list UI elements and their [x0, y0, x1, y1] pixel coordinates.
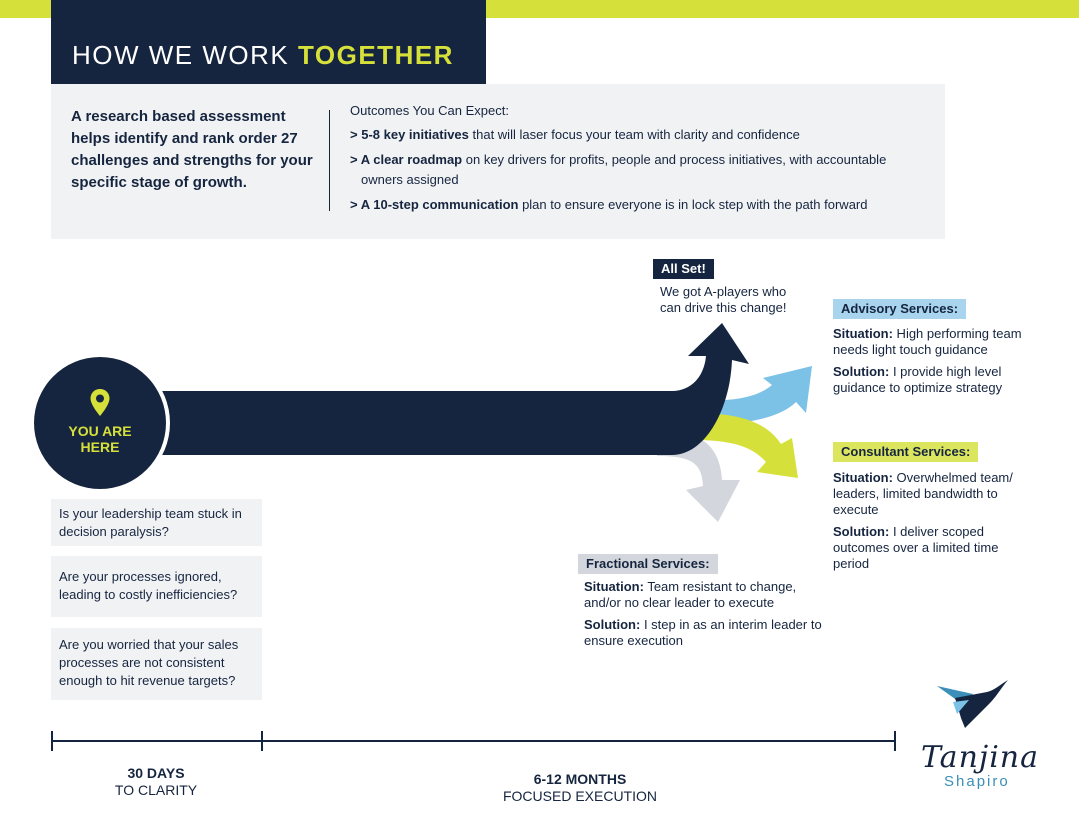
phase-duration: 6-12 MONTHS	[533, 771, 627, 787]
outcome-rest: on key drivers for profits, people and process initiatives, with accountable owners assigned	[361, 152, 887, 187]
all-set-text: We got A-players who can drive this change!	[660, 284, 787, 315]
consultant-details	[833, 470, 1038, 578]
question-card: Is your leadership team stuck in decision paralysis?	[51, 499, 262, 546]
phase-description: TO CLARITY	[114, 782, 198, 798]
advisory-details	[833, 326, 1053, 402]
outcome-bold: 5-8 key initiatives	[361, 127, 469, 142]
outcome-prefix: >	[350, 127, 362, 142]
outcome-prefix: >	[350, 197, 361, 212]
fractional-tag: Fractional Services:	[578, 554, 718, 574]
situation-text: Overwhelmed team/ leaders, limited bandwidth to execute	[833, 470, 1013, 517]
consultant-tag: Consultant Services:	[833, 442, 978, 462]
location-pin-icon	[89, 388, 111, 418]
solution-text: I deliver scoped outcomes over a limited time period	[833, 524, 999, 571]
logo-subname: Shapiro	[944, 773, 1010, 790]
phase-description: FOCUSED EXECUTION	[502, 788, 657, 804]
outcome-rest: plan to ensure everyone is in lock step with the path forward	[518, 197, 868, 212]
hummingbird-icon	[935, 678, 1010, 738]
timeline-tick	[894, 731, 896, 751]
title-plain: HOW WE WORK	[72, 40, 298, 70]
advisory-tag: Advisory Services:	[833, 299, 966, 319]
intro-text: A research based assessment helps identify and rank order 27 challenges and strengths for your specific stage of growth.	[71, 108, 313, 191]
situation-text: High performing team needs light touch guidance	[833, 326, 1022, 357]
situation-text: Team resistant to change, and/or no clear leader to execute	[584, 579, 797, 610]
fractional-details	[584, 579, 824, 655]
outcome-rest: that will laser focus your team with clarity and confidence	[468, 127, 800, 142]
situation-label: Situation:	[833, 470, 893, 485]
phase-duration: 30 DAYS	[127, 765, 185, 781]
solution-text: I provide high level guidance to optimize strategy	[833, 364, 1003, 395]
main-arrow	[160, 323, 749, 455]
question-card: Are you worried that your sales processes are not consistent enough to hit revenue targets?	[51, 628, 262, 700]
question-card: Are your processes ignored, leading to costly inefficiencies?	[51, 556, 262, 617]
situation-label: Situation:	[833, 326, 893, 341]
solution-text: I step in as an interim leader to ensure execution	[584, 617, 822, 648]
outcome-bold: A 10-step communication	[360, 197, 519, 212]
timeline-phase-1	[71, 765, 241, 799]
outcome-prefix: >	[350, 152, 361, 167]
timeline-tick	[261, 731, 263, 751]
logo-name: Tanjina	[921, 740, 1039, 775]
timeline-axis	[52, 740, 896, 742]
you-are-here-label: YOU ARE HERE	[68, 423, 132, 455]
title-accent: TOGETHER	[297, 40, 454, 70]
solution-label: Solution:	[584, 617, 641, 632]
outcome-bold: A clear roadmap	[360, 152, 463, 167]
solution-label: Solution:	[833, 364, 890, 379]
outcomes-heading: Outcomes You Can Expect:	[350, 103, 509, 118]
timeline-tick	[51, 731, 53, 751]
you-are-here-marker	[34, 357, 166, 489]
situation-label: Situation:	[584, 579, 644, 594]
timeline-phase-2	[470, 771, 690, 805]
all-set-tag: All Set!	[653, 259, 714, 279]
solution-label: Solution:	[833, 524, 890, 539]
